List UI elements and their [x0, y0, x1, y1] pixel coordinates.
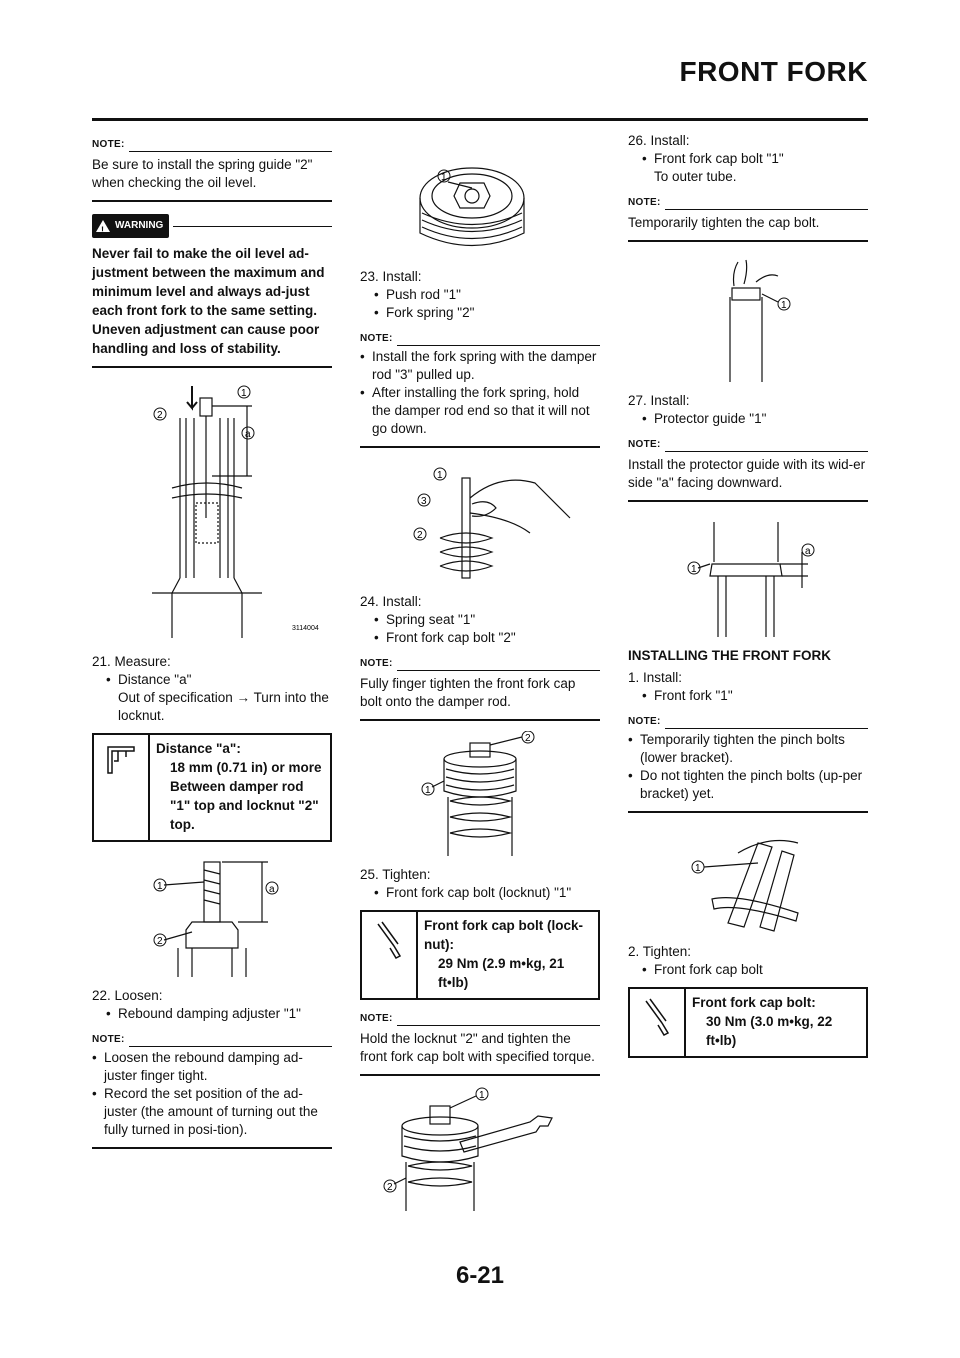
callout-1: 1	[781, 300, 787, 311]
spec-value: 18 mm (0.71 in) or more Between damper rod "1" top and locknut "2" top.	[170, 760, 322, 832]
step-21-item: • Distance "a"	[92, 671, 332, 689]
step-23-item: • Push rod "1"	[360, 286, 600, 304]
step-1-item: • Front fork "1"	[628, 687, 868, 705]
note-item: • Do not tighten the pinch bolts (up-per bracket) yet.	[628, 767, 868, 803]
step-22-title: 22. Loosen:	[92, 988, 163, 1003]
note-header	[628, 194, 868, 212]
step-22-item: • Rebound damping adjuster "1"	[92, 1005, 332, 1023]
spec-title: Front fork cap bolt:	[692, 995, 816, 1010]
callout-1: 1	[479, 1090, 485, 1101]
step-26-sub: To outer tube.	[654, 169, 737, 184]
caliper-icon	[94, 735, 150, 840]
note-end-rule	[92, 1147, 332, 1149]
step-23-item: • Fork spring "2"	[360, 304, 600, 322]
step-2-title: 2. Tighten:	[628, 944, 692, 959]
spec-title: Front fork cap bolt (lock-nut):	[424, 918, 584, 952]
note-end-rule	[360, 1074, 600, 1076]
callout-1: 1	[437, 470, 443, 481]
step-24-item: • Spring seat "1"	[360, 611, 600, 629]
column-1	[92, 128, 332, 1159]
note-label: NOTE:	[360, 658, 393, 669]
section-title: INSTALLING THE FRONT FORK	[628, 648, 831, 663]
step-2-item: • Front fork cap bolt	[628, 961, 868, 979]
callout-1: 1	[441, 172, 447, 183]
note-item: • Temporarily tighten the pinch bolts (lower bracket).	[628, 731, 868, 767]
note-end-rule	[628, 811, 868, 813]
note-header	[628, 436, 868, 454]
callout-1: 1	[157, 881, 163, 892]
warning-text: Never fail to make the oil level ad-justment between the maximum and minimum level and always ad-just each front fork to the same setting. Uneven adjustment can cause poor handling and loss of stability.	[92, 246, 325, 356]
figure-fork-spring-install	[360, 458, 600, 583]
note-label: NOTE:	[360, 1013, 393, 1024]
step-25-item: • Front fork cap bolt (locknut) "1"	[360, 884, 600, 902]
callout-1: 1	[691, 564, 697, 575]
note-end-rule	[92, 200, 332, 202]
note-label: NOTE:	[360, 333, 393, 344]
note-text: Temporarily tighten the cap bolt.	[628, 215, 820, 230]
warning-header	[92, 214, 332, 238]
torque-wrench-icon	[630, 989, 686, 1056]
figure-cap-bolt-wrench	[360, 1086, 600, 1211]
callout-3: 3	[421, 496, 427, 507]
torque-wrench-icon	[362, 912, 418, 998]
note-item: • Record the set position of the ad-juster (the amount of turning out the fully turned in posi-tion).	[92, 1085, 332, 1139]
figure-outer-tube-cap	[628, 252, 868, 382]
column-2	[360, 128, 600, 1221]
callout-1: 1	[695, 863, 701, 874]
note-label: NOTE:	[628, 197, 661, 208]
note-header	[628, 713, 868, 731]
step-1-title: 1. Install:	[628, 670, 683, 685]
figure-spring-seat	[360, 731, 600, 856]
note-label: NOTE:	[628, 439, 661, 450]
warning-badge	[92, 214, 169, 238]
note-label: NOTE:	[92, 1034, 125, 1045]
step-21-title: 21. Measure:	[92, 654, 171, 669]
spec-box-distance	[92, 733, 332, 842]
spec-box-cap-bolt	[628, 987, 868, 1058]
note-header	[92, 1031, 332, 1049]
callout-a: a	[269, 884, 275, 895]
figure-code: 3114004	[292, 625, 319, 632]
spec-title: Distance "a":	[156, 741, 241, 756]
step-24-item: • Front fork cap bolt "2"	[360, 629, 600, 647]
step-25-title: 25. Tighten:	[360, 867, 431, 882]
step-27-item: • Protector guide "1"	[628, 410, 868, 428]
note-label: NOTE:	[92, 139, 125, 150]
note-end-rule	[628, 240, 868, 242]
warning-triangle-icon: !	[96, 220, 110, 232]
spec-box-cap-bolt-locknut	[360, 910, 600, 1000]
callout-1: 1	[425, 785, 431, 796]
step-21-sub: Out of specification → Turn into the locknut.	[118, 690, 329, 723]
note-header	[92, 136, 332, 154]
spec-value: 30 Nm (3.0 m•kg, 22 ft•lb)	[706, 1014, 833, 1048]
step-27-title: 27. Install:	[628, 393, 690, 408]
title-rule	[92, 118, 868, 121]
note-label: NOTE:	[628, 716, 661, 727]
note-text: Fully finger tighten the front fork cap bolt onto the damper rod.	[360, 676, 576, 709]
figure-front-fork-install	[628, 823, 868, 933]
page-number: 6-21	[455, 1262, 505, 1289]
note-end-rule	[360, 719, 600, 721]
warning-end-rule	[92, 366, 332, 368]
callout-2: 2	[525, 733, 531, 744]
step-24-title: 24. Install:	[360, 594, 422, 609]
callout-a: a	[805, 546, 811, 557]
note-item: • Loosen the rebound damping ad-juster finger tight.	[92, 1049, 332, 1085]
step-23-title: 23. Install:	[360, 269, 422, 284]
figure-locknut	[92, 852, 332, 977]
note-end-rule	[360, 446, 600, 448]
note-text: Hold the locknut "2" and tighten the front fork cap bolt with specified torque.	[360, 1031, 595, 1064]
figure-distance-a-measure	[92, 378, 332, 643]
step-26-title: 26. Install:	[628, 133, 690, 148]
note-text: Install the protector guide with its wid-er side "a" facing downward.	[628, 457, 866, 490]
note-header	[360, 1010, 600, 1028]
note-text: Be sure to install the spring guide "2" when checking the oil level.	[92, 157, 313, 190]
note-header	[360, 330, 600, 348]
callout-2: 2	[387, 1182, 393, 1193]
note-item: • Install the fork spring with the damper rod "3" pulled up.	[360, 348, 600, 384]
callout-1: 1	[241, 388, 247, 399]
page-title: FRONT FORK	[679, 56, 868, 87]
note-header	[360, 655, 600, 673]
warning-label: WARNING	[115, 220, 164, 231]
column-3	[628, 128, 868, 1068]
callout-2: 2	[417, 530, 423, 541]
figure-cap-bolt-top	[360, 138, 600, 258]
callout-2: 2	[157, 936, 163, 947]
callout-2: 2	[157, 410, 163, 421]
note-end-rule	[628, 500, 868, 502]
spec-value: 29 Nm (2.9 m•kg, 21 ft•lb)	[438, 956, 565, 990]
figure-protector-guide	[628, 512, 868, 637]
step-26-item: • Front fork cap bolt "1"	[628, 150, 868, 168]
callout-a: a	[245, 429, 251, 440]
note-item: • After installing the fork spring, hold the damper rod end so that it will not go down.	[360, 384, 600, 438]
